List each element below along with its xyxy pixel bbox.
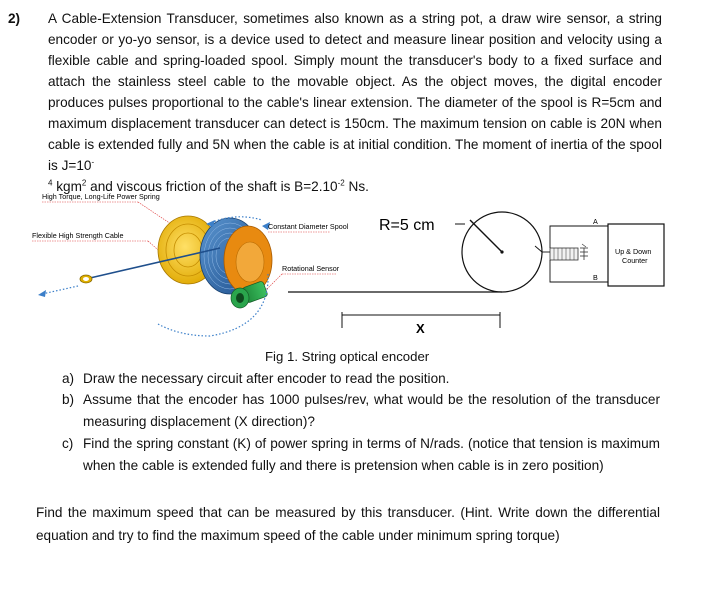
- cable-arrow-head: [38, 290, 46, 297]
- label-spool: Constant Diameter Spool: [268, 222, 349, 231]
- intro-paragraph: [48, 8, 662, 197]
- cable-end-ring: [80, 275, 92, 283]
- part-b-label: b): [62, 392, 75, 407]
- label-counter-1: Up & Down: [615, 247, 652, 256]
- figure-string-encoder: [30, 186, 680, 356]
- spool-center: [500, 250, 503, 253]
- question-number: 2): [8, 11, 21, 26]
- wire-a: [550, 226, 610, 248]
- inertia-unit: kgm: [52, 179, 82, 194]
- part-a-text: Draw the necessary circuit after encoder to read the position.: [83, 371, 450, 386]
- exponent-neg: -: [91, 157, 95, 167]
- final-question: Find the maximum speed that can be measured by this transducer. (Hint. Write down the differential equation and try to find the maximum speed of the cable under minimum spring torque): [36, 505, 660, 543]
- encoder-link-line: [535, 246, 542, 252]
- label-rotational-sensor: Rotational Sensor: [282, 264, 340, 273]
- encoder-block: [550, 244, 588, 260]
- question-intro: [8, 8, 662, 197]
- label-cable: Flexible High Strength Cable: [32, 231, 124, 240]
- part-c: [62, 433, 660, 476]
- part-c-text: Find the spring constant (K) of power spring in terms of N/rads. (notice that tension is maximum when the cable is extended fully and there is pretension when cable is in zero position): [83, 436, 660, 473]
- wire-b: [550, 260, 610, 282]
- part-c-label: c): [62, 436, 74, 451]
- part-a: [62, 368, 660, 390]
- viscous-unit: Ns.: [344, 179, 369, 194]
- label-power-spring: High Torque, Long-Life Power Spring: [42, 192, 160, 201]
- label-x: X: [416, 321, 425, 336]
- radius-line: [470, 220, 502, 252]
- part-a-label: a): [62, 371, 75, 386]
- label-b: B: [593, 273, 598, 282]
- exponent-4: 4: [48, 178, 53, 188]
- viscous-text: and viscous friction of the shaft is B=2.10: [86, 179, 338, 194]
- exponent-2: 2: [81, 178, 87, 188]
- label-a: A: [593, 217, 598, 226]
- figure-caption: Fig 1. String optical encoder: [265, 349, 430, 364]
- label-counter-2: Counter: [622, 256, 648, 265]
- cable-direction-arrow: [42, 286, 78, 294]
- exponent-neg2: -2: [337, 178, 345, 188]
- part-b: [62, 389, 660, 432]
- intro-main: A Cable-Extension Transducer, sometimes also known as a string pot, a draw wire sensor, a string encoder or yo-yo sensor, is a device used to detect and measure linear position and velocity using a flexible cable and spring-loaded spool. Simply mount the transducer's body to a fixed surface and attach the stainless steel cable to the movable object. As the object moves, the digital encoder produces pulses proportional to the cable's linear extension. The diameter of the spool is R=5cm and maximum displacement transducer can detect is 150cm. The maximum tension on cable is 20N when cable is extended fully and 5N when the cable is at initial condition. The moment of inertia of the spool is J=10: [48, 11, 662, 173]
- label-radius: R=5 cm: [379, 217, 435, 234]
- figure-svg: [30, 186, 680, 356]
- spool-end-hub: [236, 242, 264, 282]
- part-b-text: Assume that the encoder has 1000 pulses/rev, what would be the resolution of the transducer measuring displacement (X direction)?: [83, 392, 660, 429]
